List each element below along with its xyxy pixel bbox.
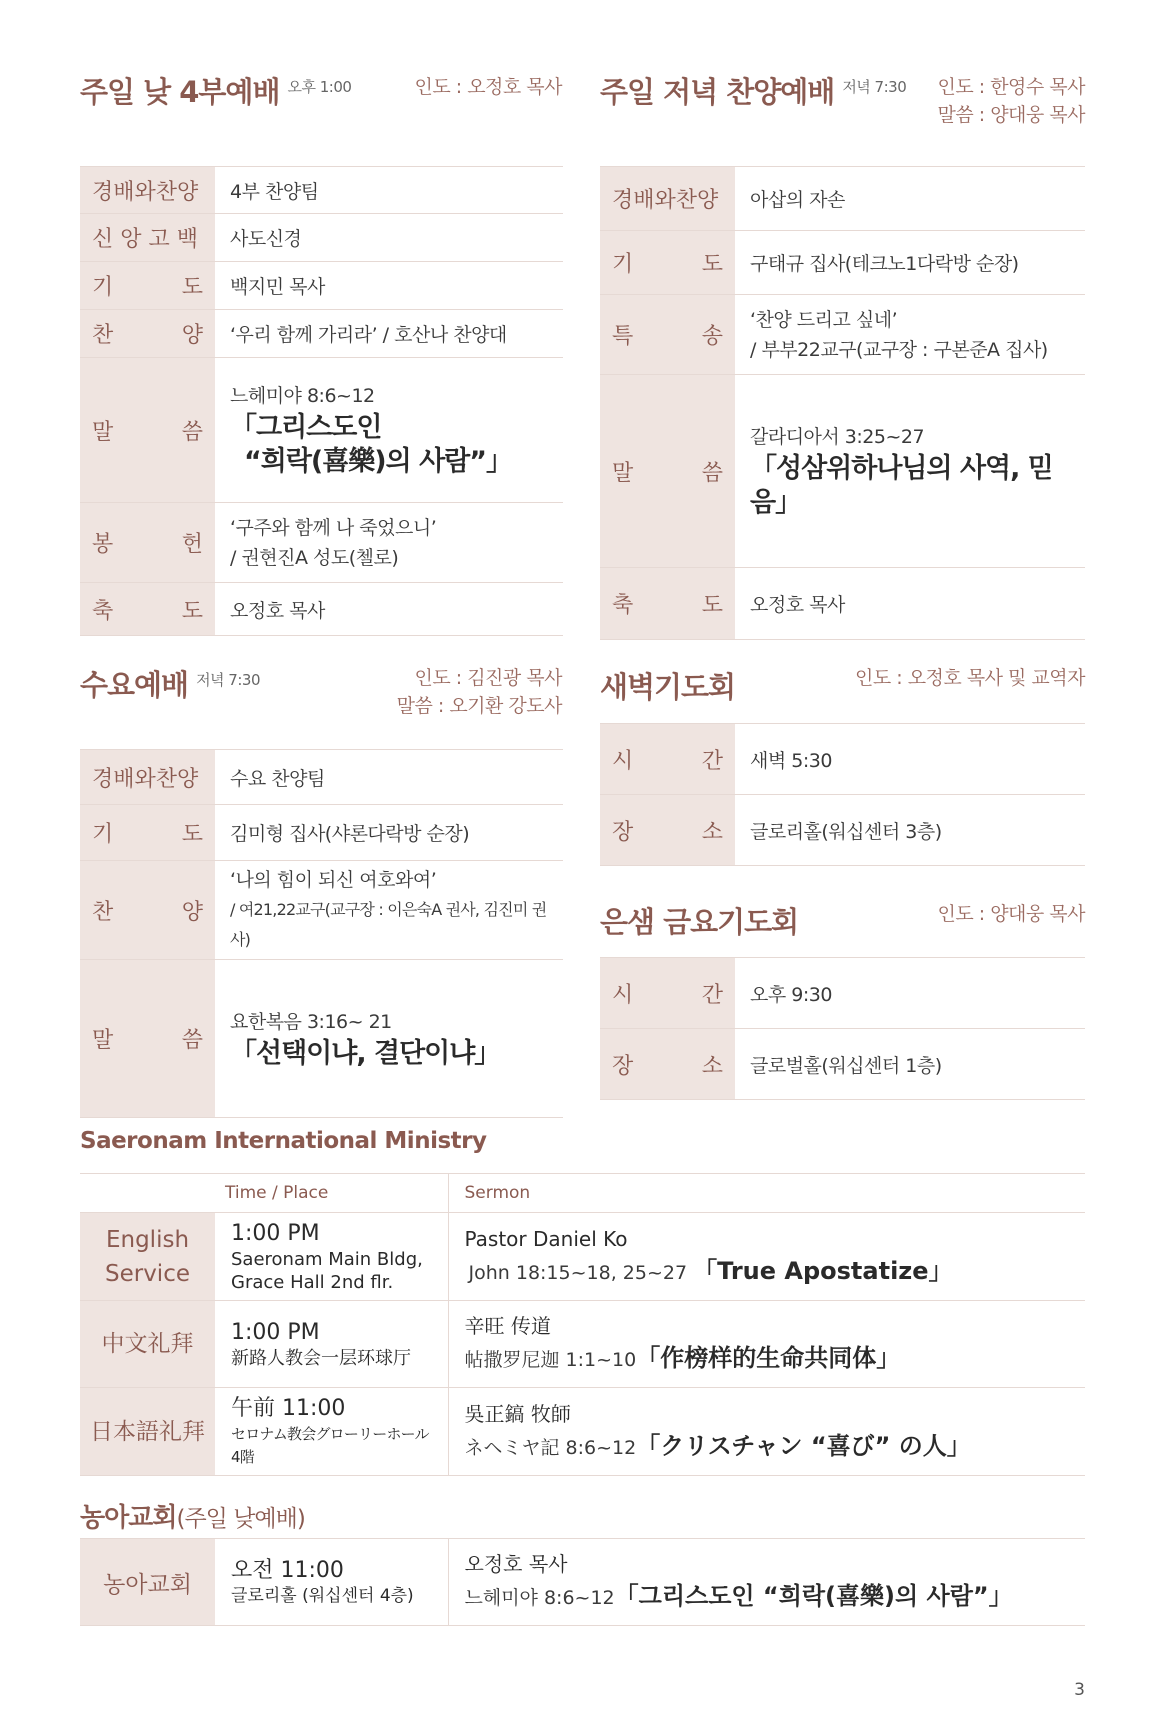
- row-value: 글로벌홀(워십센터 1층): [735, 1029, 1085, 1100]
- japanese-service-label: 日本語礼拜: [80, 1388, 215, 1476]
- row-label: 말 씀: [80, 960, 215, 1118]
- sunday-4th-table: [80, 166, 563, 636]
- sunday-evening-time: 저녁 7:30: [842, 78, 907, 96]
- sunday-evening-table: [600, 166, 1085, 640]
- dawn-leaders: [855, 664, 1085, 692]
- friday-table: [600, 957, 1085, 1100]
- sermon-title-line2: “희락(喜樂)의 사람”」: [244, 446, 512, 477]
- sunday-evening-header: [600, 70, 906, 111]
- row-label: 장 소: [600, 795, 735, 866]
- international-title: Saeronam International Ministry: [80, 1128, 487, 1154]
- friday-leader: 인도 : 양대웅 목사: [937, 903, 1085, 925]
- row-value: 글로리홀(워십센터 3층): [735, 795, 1085, 866]
- row-label: 기 도: [80, 805, 215, 861]
- row-value: ‘나의 힘이 되신 여호와여’ / 여21,22교구(교구장 : 이은숙A 권사, 김진미 권사): [215, 861, 563, 960]
- wednesday-header: [80, 663, 260, 704]
- sunday-evening-leader: 인도 : 한영수 목사: [937, 76, 1085, 98]
- sunday-4th-time: 오후 1:00: [287, 78, 352, 96]
- sermon-cell: [215, 960, 563, 1118]
- scripture-ref: 느헤미야 8:6~12: [230, 385, 375, 407]
- international-table: [80, 1173, 1085, 1476]
- row-label: 시 간: [600, 724, 735, 795]
- row-label: 찬 양: [80, 310, 215, 358]
- friday-leaders: [938, 900, 1086, 928]
- row-label: 봉 헌: [80, 503, 215, 583]
- deaf-time-place: 오전 11:00 글로리홀 (워십센터 4층): [215, 1539, 448, 1626]
- sunday-4th-leaders: [415, 73, 563, 101]
- row-value: 오후 9:30: [735, 958, 1085, 1029]
- sunday-evening-preacher: 말씀 : 양대웅 목사: [937, 104, 1085, 126]
- header-time-place: Time / Place: [215, 1174, 448, 1213]
- row-value: ‘구주와 함께 나 죽었으니’ / 권현진A 성도(첼로): [215, 503, 563, 583]
- sermon-cell: [215, 358, 563, 503]
- japanese-time-place: 午前 11:00 セロナム教会グローリーホール 4階: [215, 1388, 448, 1476]
- scripture-ref: 요한복음 3:16~ 21: [230, 1010, 392, 1033]
- wednesday-preacher: 말씀 : 오기환 강도사: [396, 695, 562, 717]
- english-service-label: English Service: [80, 1213, 215, 1301]
- row-label: 경배와찬양: [80, 750, 215, 805]
- dawn-title: 새벽기도회: [600, 670, 736, 704]
- row-label: 신 앙 고 백: [80, 214, 215, 262]
- sunday-4th-title: 주일 낮 4부예배: [80, 75, 280, 109]
- row-value: 새벽 5:30: [735, 724, 1085, 795]
- deaf-sermon: 오정호 목사 느헤미야 8:6~12「그리스도인 “희락(喜樂)의 사람”」: [448, 1539, 1085, 1626]
- dawn-table: [600, 723, 1085, 866]
- deaf-church-title: 농아교회(주일 낮예배): [80, 1503, 305, 1533]
- row-label: 말 씀: [80, 358, 215, 503]
- header-sermon: Sermon: [448, 1174, 1085, 1213]
- row-value: 4부 찬양팀: [215, 167, 563, 214]
- deaf-church-table: [80, 1538, 1085, 1626]
- chinese-time-place: 1:00 PM 新路人教会一层环球厅: [215, 1301, 448, 1388]
- header-empty: [80, 1174, 215, 1213]
- row-label: 특 송: [600, 295, 735, 375]
- row-label: 축 도: [600, 568, 735, 640]
- sunday-evening-title: 주일 저녁 찬양예배: [600, 75, 835, 109]
- deaf-church-label: 농아교회: [80, 1539, 215, 1626]
- wednesday-leaders: [397, 664, 562, 720]
- row-value: ‘우리 함께 가리라’ / 호산나 찬양대: [215, 310, 563, 358]
- scripture-ref: 갈라디아서 3:25~27: [750, 426, 925, 448]
- wednesday-leader: 인도 : 김진광 목사: [414, 667, 562, 689]
- chinese-service-label: 中文礼拜: [80, 1301, 215, 1388]
- row-value: 아삽의 자손: [735, 167, 1085, 231]
- sermon-cell: [735, 375, 1085, 568]
- chinese-sermon: 辛旺 传道 帖撒罗尼迦 1:1~10「作榜样的生命共同体」: [448, 1301, 1085, 1388]
- dawn-leader: 인도 : 오정호 목사 및 교역자: [855, 667, 1085, 689]
- dawn-header: [600, 665, 735, 706]
- row-value: 백지민 목사: [215, 262, 563, 310]
- japanese-sermon: 吳正鎬 牧師 ネヘミヤ記 8:6~12「クリスチャン “喜び” の人」: [448, 1388, 1085, 1476]
- row-label: 시 간: [600, 958, 735, 1029]
- wednesday-title: 수요예배: [80, 668, 189, 702]
- row-label: 경배와찬양: [600, 167, 735, 231]
- sermon-title: 「성삼위하나님의 사역, 믿음」: [750, 453, 1053, 518]
- english-time-place: 1:00 PM Saeronam Main Bldg, Grace Hall 2nd flr.: [215, 1213, 448, 1301]
- page-number: 3: [1074, 1680, 1085, 1700]
- row-label: 축 도: [80, 583, 215, 636]
- sermon-title-line1: 「그리스도인: [230, 412, 382, 443]
- wednesday-table: [80, 749, 563, 1118]
- row-label: 기 도: [80, 262, 215, 310]
- row-value: 오정호 목사: [215, 583, 563, 636]
- row-value: 김미형 집사(샤론다락방 순장): [215, 805, 563, 861]
- row-label: 장 소: [600, 1029, 735, 1100]
- sunday-evening-leaders: [938, 73, 1086, 129]
- row-label: 기 도: [600, 231, 735, 295]
- row-value: 수요 찬양팀: [215, 750, 563, 805]
- sunday-4th-header: [80, 70, 351, 111]
- friday-header: [600, 900, 798, 941]
- sunday-4th-leader: 인도 : 오정호 목사: [414, 76, 562, 98]
- row-value: 구태규 집사(테크노1다락방 순장): [735, 231, 1085, 295]
- sermon-title: 「선택이냐, 결단이냐」: [230, 1037, 501, 1069]
- row-value: 사도신경: [215, 214, 563, 262]
- english-sermon: Pastor Daniel Ko John 18:15~18, 25~27 「True Apostatize」: [448, 1213, 1085, 1301]
- row-label: 말 씀: [600, 375, 735, 568]
- row-label: 찬 양: [80, 861, 215, 960]
- row-value: 오정호 목사: [735, 568, 1085, 640]
- row-value: ‘찬양 드리고 싶네’ / 부부22교구(교구장 : 구본준A 집사): [735, 295, 1085, 375]
- row-label: 경배와찬양: [80, 167, 215, 214]
- wednesday-time: 저녁 7:30: [196, 671, 260, 689]
- friday-title: 은샘 금요기도회: [600, 905, 799, 939]
